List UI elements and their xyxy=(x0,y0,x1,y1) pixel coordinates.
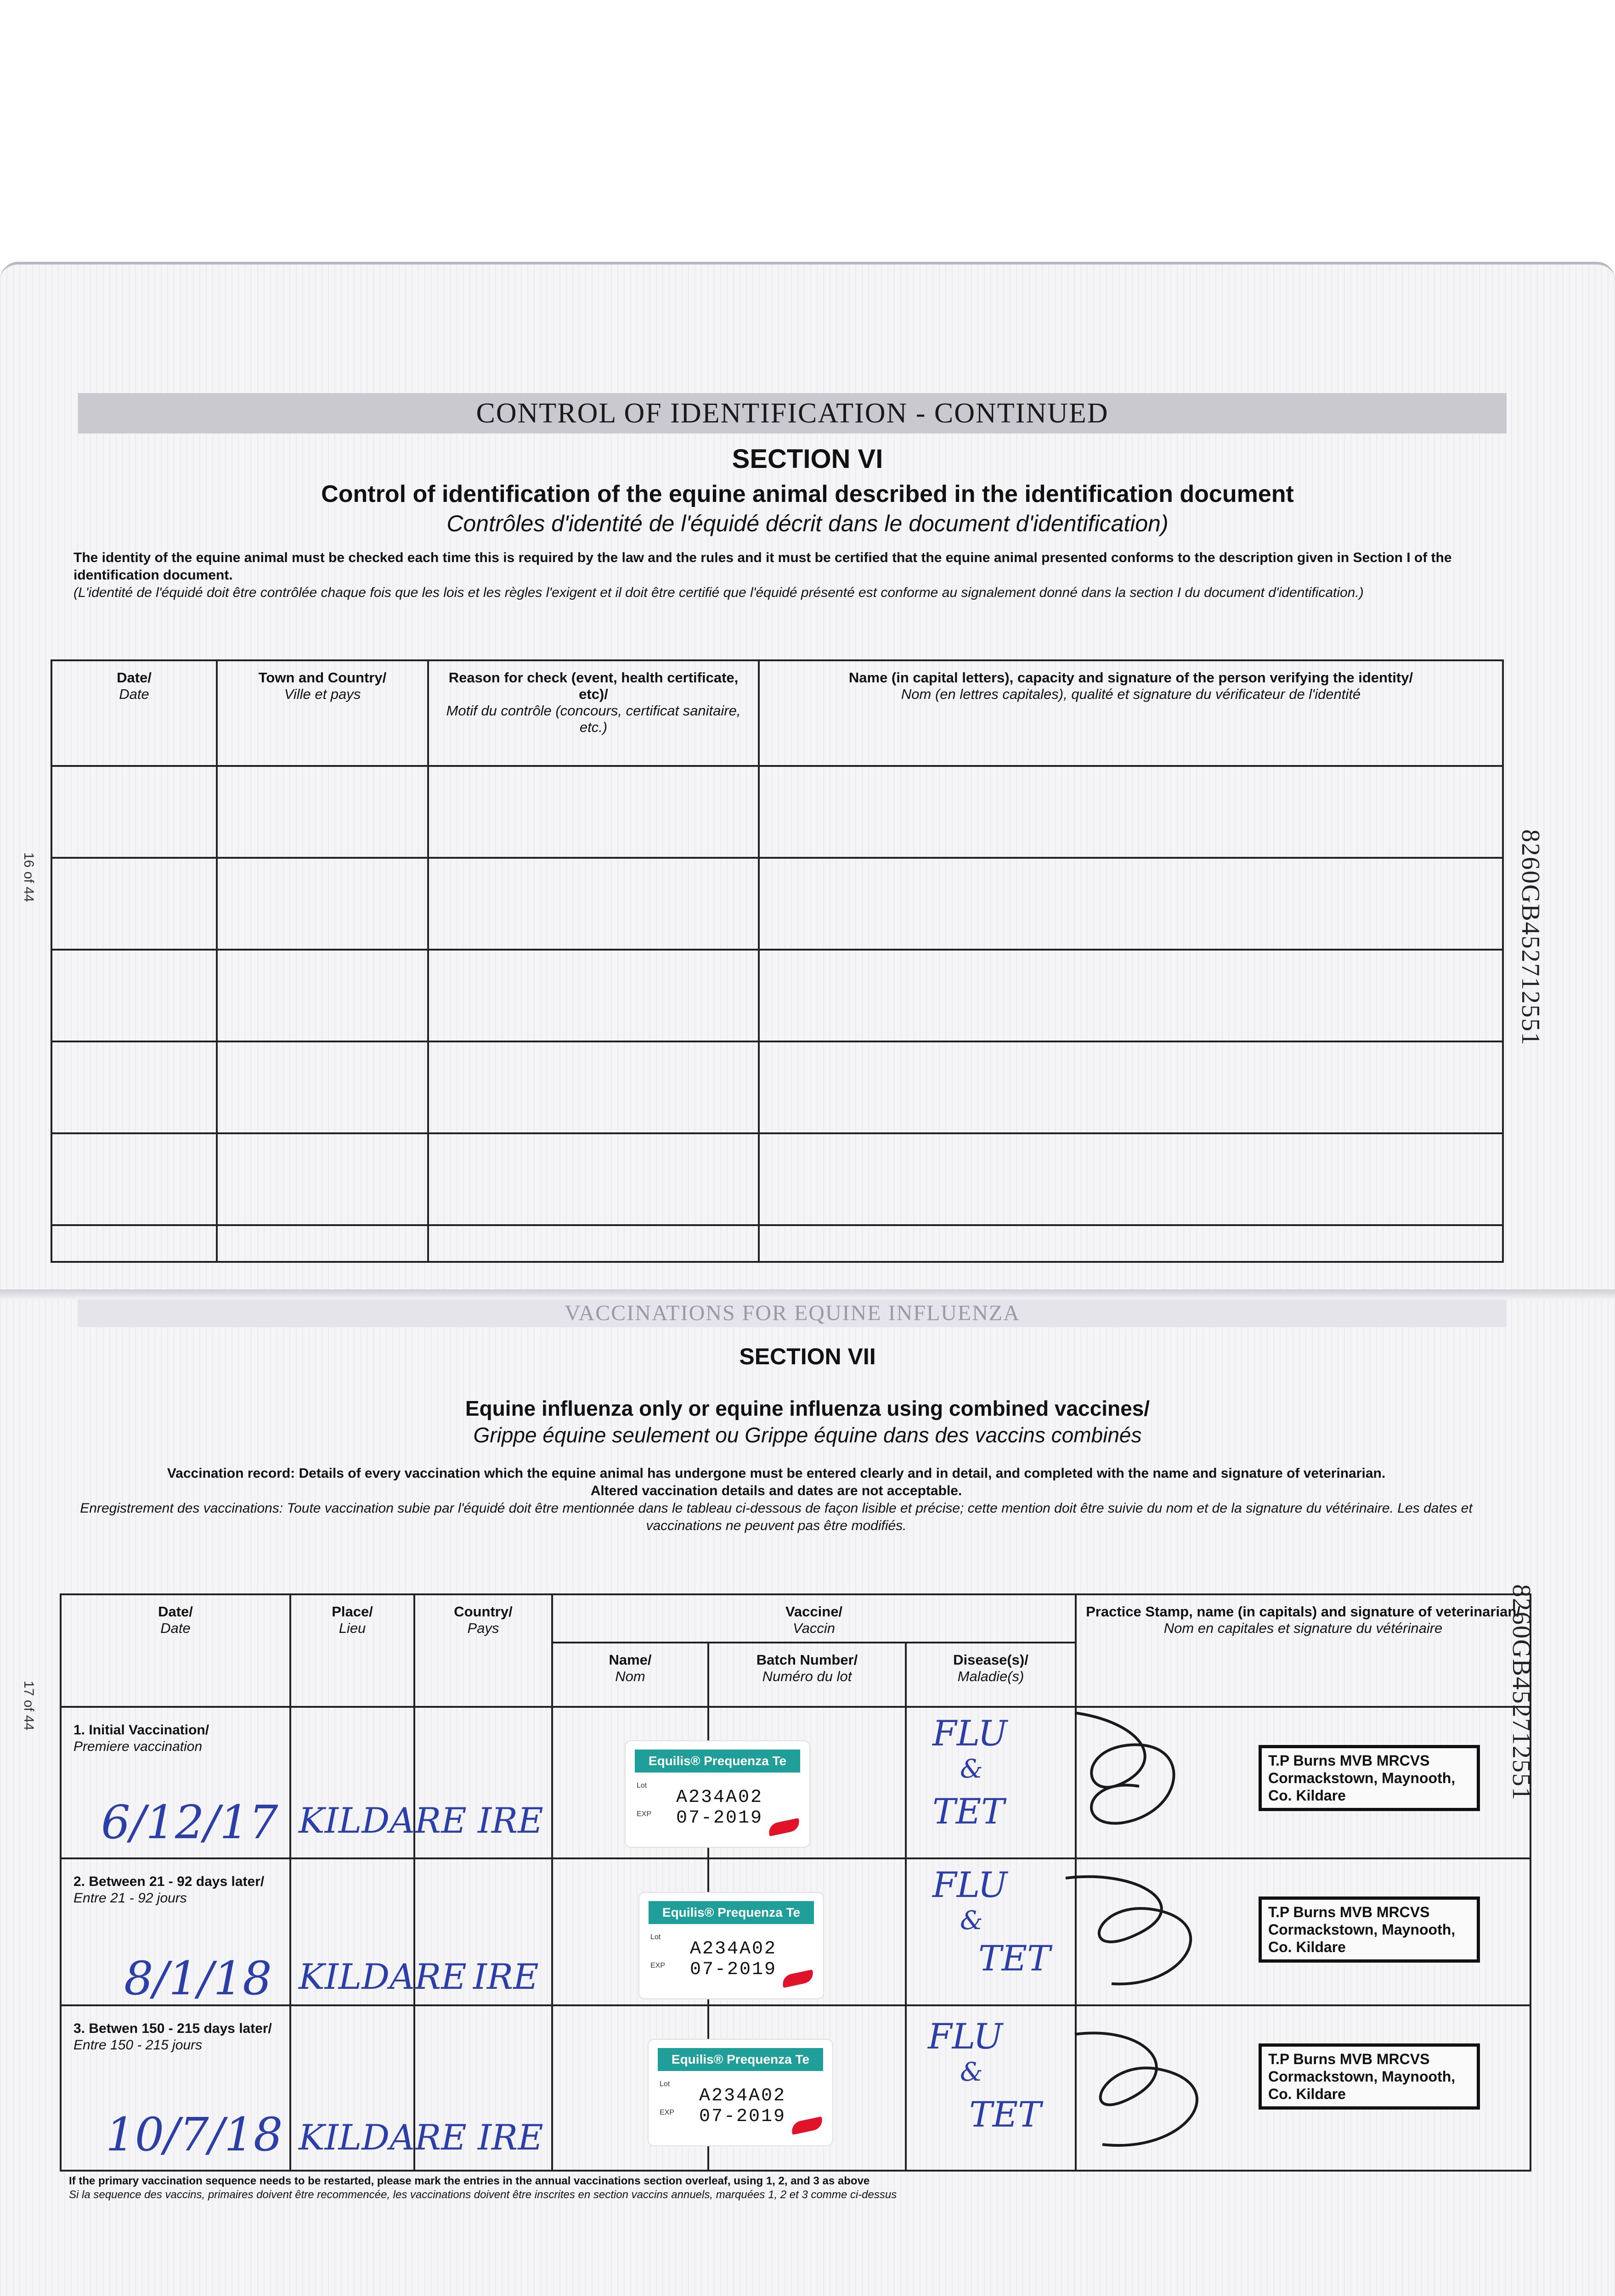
col-town: Town and Country/ Ville et pays xyxy=(217,660,428,766)
page-16 xyxy=(0,262,1615,1295)
col-place: Place/ Lieu xyxy=(290,1594,414,1707)
practice-stamp-3: T.P Burns MVB MRCVS Cormackstown, Maynooth, Co. Kildare xyxy=(1259,2043,1480,2110)
expiry-date: 07-2019 xyxy=(690,1959,777,1980)
handwritten-place-3: KILDARE xyxy=(299,2117,467,2158)
col-practice-stamp: Practice Stamp, name (in capitals) and signature of veterinarian/ Nom en capitales et signature du vétérinaire xyxy=(1076,1594,1530,1707)
record-en-2: Altered vaccination details and dates are not acceptable. xyxy=(590,1483,962,1498)
section-title-fr: Grippe équine seulement ou Grippe équine dans des vaccins combinés xyxy=(473,1423,1142,1447)
veterinarian-signature xyxy=(1047,1694,1259,2190)
record-text xyxy=(73,1465,1479,1535)
batch-number: A234A02 xyxy=(676,1787,763,1808)
handwritten-place-1: KILDARE xyxy=(299,1800,467,1841)
row-label-1: 1. Initial Vaccination/ Premiere vaccination xyxy=(73,1722,209,1754)
vaccine-brand: Equilis® Prequenza Te xyxy=(658,2048,823,2071)
section-title-en: Equine influenza only or equine influenza using combined vaccines/ xyxy=(465,1396,1150,1420)
batch-number: A234A02 xyxy=(690,1939,777,1959)
expiry-date: 07-2019 xyxy=(699,2106,786,2127)
record-en: Vaccination record: Details of every vaccination which the equine animal has undergone must be entered clearly and in detail, and completed with the name and signature of veterinarian. xyxy=(167,1466,1386,1481)
table-row xyxy=(51,1225,1503,1262)
identification-check-table xyxy=(51,659,1504,1263)
vaccine-brand: Equilis® Prequenza Te xyxy=(635,1750,800,1773)
intro-en: The identity of the equine animal must be checked each time this is required by the law and the rules and it must be certified that the equine animal presented conforms to the description given in Section I of the identification document. xyxy=(73,550,1452,583)
intro-fr: (L'identité de l'équidé doit être contrôlée chaque fois que les lois et les règles l'exigent et il doit être certifié que l'équidé présenté est conforme au signalement donné dans la section I du document d'identification.) xyxy=(73,585,1364,600)
section-heading: SECTION VI xyxy=(732,444,883,474)
section-title-en: Control of identification of the equine animal described in the identification document xyxy=(321,481,1294,507)
intro-text xyxy=(73,549,1479,602)
page-17: VACCINATIONS FOR EQUINE INFLUENZA SECTION VII Equine influenza only or equine influenza using combined vaccines/ Grippe équine seulement ou Grippe équine dans des vaccins combinés Vaccination record: Details of every vaccination which the equine animal has undergone must be entered clearly and in detail, and completed with the name and signature of veterinarian. Altered vaccination details and dates are not acceptable. Enregistrement des vaccinations: Toute vaccination subie par l'équidé doit être mentionnée dans le tableau ci-dessous de façon lisible et précise; cette mention doit être suivie du nom et de la signature du vétérinaire. Les dates et vaccinations ne peuvent pas être modifiés. Date/ Date Place/ Lieu Country/ Pays Vaccine/ Vaccin Practice Stamp, name (in capitals) and signature of veterinarian/ Nom en capitales et signature du vétérinaire Name/ Nom Batch Number/ Numéro du lot Disease(s)/ Maladie(s) 1. Initial Vaccination/ Premiere vaccination 6/12/17 KILDARE IRE Equilis® Prequenza Te Lot A234A02 EXP 07-2019 FLU & TET T.P Burns MVB MRCVS Cormackstown, Maynooth, Co. Kildare 2. Between 21 - 92 days later/ Entre 21 - 92 jours 8/1/18 KILDARE IRE Equilis® Prequenza Te Lot A234A02 EXP 07-2019 FLU & TET T.P Burns MVB MRCVS Cormackstown, Maynooth, Co. Kildare 3. Betwen 150 - 215 days later/ Entre 150 - 215 jours 10/7/18 KILDARE IRE Equilis® Prequenza Te Lot A234A02 EXP 07-2019 FLU & TET T.P Burns MVB MRCVS Cormackstown, Maynooth, Co. Kildare If the primary vaccination sequence needs to be restarted, please mark the entries in the annual vaccinations section overleaf, using 1, 2, and 3 as above Si la sequence des vaccins, primaires doivent être recommencée, les vaccinations doivent être inscrites en section vaccins annuels, marquées 1, 2 et 3 comme ci-dessus 17 of 44 8260GB452712551 xyxy=(0,1300,1615,2296)
footer-fr: Si la sequence des vaccins, primaires doivent être recommencée, les vaccinations doivent être inscrites en section vaccins annuels, marquées 1, 2 et 3 comme ci-dessus xyxy=(69,2189,897,2201)
handwritten-disease-2: FLU xyxy=(932,1864,1008,1905)
expiry-date: 07-2019 xyxy=(676,1808,763,1829)
col-vaccine: Vaccine/ Vaccin xyxy=(552,1594,1076,1643)
signature-stroke-2 xyxy=(1066,1877,1191,1984)
table-row xyxy=(51,766,1503,858)
section-banner: CONTROL OF IDENTIFICATION - CONTINUED xyxy=(78,393,1507,433)
col-batch: Batch Number/ Numéro du lot xyxy=(708,1643,906,1707)
handwritten-country-3: IRE xyxy=(478,2117,543,2158)
handwritten-disease-3: FLU xyxy=(928,2016,1003,2057)
vaccine-brand: Equilis® Prequenza Te xyxy=(649,1901,814,1924)
handwritten-date-1: 6/12/17 xyxy=(101,1795,278,1849)
signature-stroke-1 xyxy=(1075,1713,1174,1823)
row-label-2: 2. Between 21 - 92 days later/ Entre 21 - 92 jours xyxy=(73,1874,265,1906)
document-code: 8260GB452712551 xyxy=(1516,829,1545,1046)
section-title-fr: Contrôles d'identité de l'équidé décrit dans le document d'identification) xyxy=(446,511,1169,536)
col-date: Date/ Date xyxy=(51,660,217,766)
col-date: Date/ Date xyxy=(61,1594,290,1707)
handwritten-date-3: 10/7/18 xyxy=(106,2108,283,2161)
handwritten-disease-1: FLU xyxy=(932,1713,1008,1754)
footer-note xyxy=(69,2174,1539,2202)
batch-number: A234A02 xyxy=(699,2086,786,2106)
record-fr: Enregistrement des vaccinations: Toute vaccination subie par l'équidé doit être mentionnée dans le tableau ci-dessous de façon lisible et précise; cette mention doit être suivie du nom et de la signature du vétérinaire. Les dates et vaccinations ne peuvent pas être modifiés. xyxy=(80,1501,1473,1533)
vaccine-sticker-1: Equilis® Prequenza Te Lot A234A02 EXP 07-2019 xyxy=(625,1740,810,1848)
page-number: 17 of 44 xyxy=(21,1681,36,1731)
section-banner: VACCINATIONS FOR EQUINE INFLUENZA xyxy=(78,1300,1507,1327)
col-disease: Disease(s)/ Maladie(s) xyxy=(906,1643,1076,1707)
col-verifier: Name (in capital letters), capacity and signature of the person verifying the identity/ Nom (en lettres capitales), qualité et signature du vérificateur de l'identité xyxy=(759,660,1503,766)
col-reason: Reason for check (event, health certificate, etc)/ Motif du contrôle (concours, certificat sanitaire, etc.) xyxy=(428,660,759,766)
table-row xyxy=(51,1133,1503,1225)
row-label-3: 3. Betwen 150 - 215 days later/ Entre 150 - 215 jours xyxy=(73,2021,272,2053)
practice-stamp-2: T.P Burns MVB MRCVS Cormackstown, Maynooth, Co. Kildare xyxy=(1259,1896,1480,1963)
section-heading: SECTION VII xyxy=(739,1344,876,1369)
signature-stroke-3 xyxy=(1075,2033,1197,2145)
document-code: 8260GB452712551 xyxy=(1507,1584,1536,1801)
table-row xyxy=(51,950,1503,1041)
handwritten-date-2: 8/1/18 xyxy=(124,1952,272,2005)
handwritten-country-1: IRE xyxy=(478,1800,543,1841)
vaccine-sticker-3: Equilis® Prequenza Te Lot A234A02 EXP 07-2019 xyxy=(648,2039,833,2146)
footer-en: If the primary vaccination sequence needs to be restarted, please mark the entries in the annual vaccinations section overleaf, using 1, 2, and 3 as above xyxy=(69,2175,870,2187)
col-country: Country/ Pays xyxy=(414,1594,552,1707)
handwritten-place-2: KILDARE xyxy=(299,1956,467,1997)
practice-stamp-1: T.P Burns MVB MRCVS Cormackstown, Maynooth, Co. Kildare xyxy=(1259,1745,1480,1811)
table-row xyxy=(51,858,1503,950)
handwritten-country-2: IRE xyxy=(473,1956,539,1997)
table-row xyxy=(51,1041,1503,1133)
page-number: 16 of 44 xyxy=(21,852,36,902)
col-vaccine-name: Name/ Nom xyxy=(552,1643,708,1707)
vaccine-sticker-2: Equilis® Prequenza Te Lot A234A02 EXP 07-2019 xyxy=(638,1892,824,1999)
